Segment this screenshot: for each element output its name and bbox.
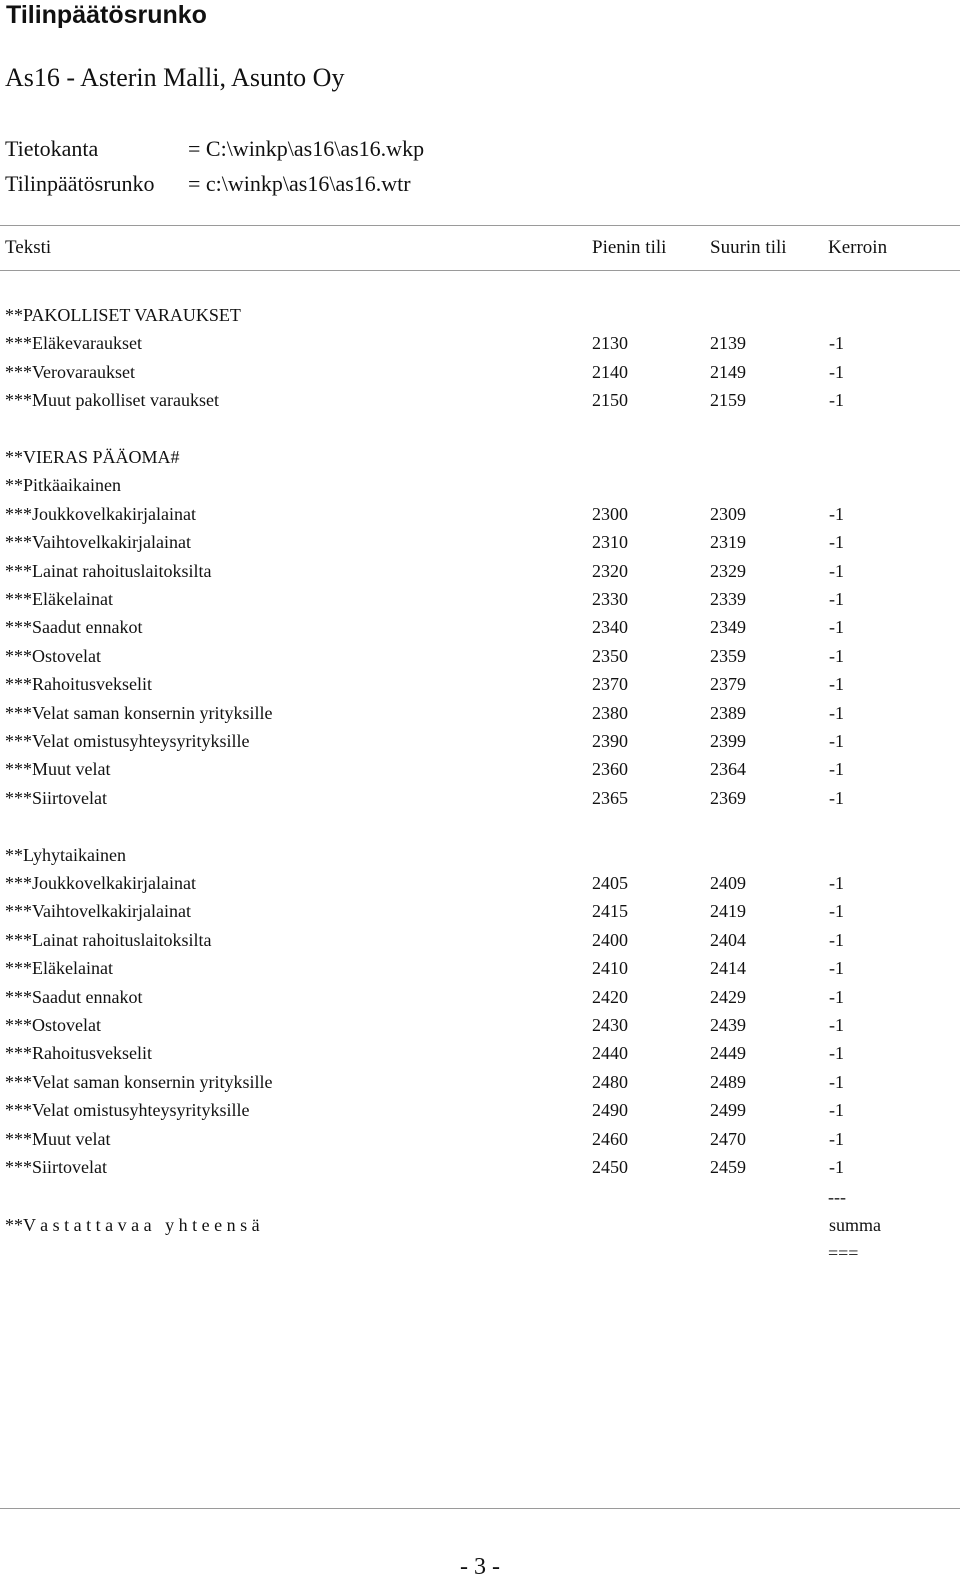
row-min-account: 2365: [592, 788, 628, 808]
section-heading: [0, 445, 960, 469]
row-max-account: 2499: [710, 1100, 746, 1120]
row-min-account: 2150: [592, 390, 628, 410]
row-factor: -1: [829, 390, 844, 410]
row-min-account: 2350: [592, 646, 628, 666]
row-text: ***Eläkevaraukset: [5, 333, 142, 353]
table-row: [0, 1127, 960, 1151]
row-max-account: 2319: [710, 532, 746, 552]
row-factor: -1: [829, 504, 844, 524]
row-text: ***Siirtovelat: [5, 1157, 107, 1177]
table-row: [0, 1098, 960, 1122]
table-row: [0, 786, 960, 810]
table-row: [0, 928, 960, 952]
row-max-account: 2309: [710, 504, 746, 524]
row-factor: -1: [829, 930, 844, 950]
section-heading: [0, 843, 960, 867]
row-text: ***Lainat rahoituslaitoksilta: [5, 930, 212, 950]
table-row: [0, 530, 960, 554]
section-heading-label: **Pitkäaikainen: [5, 475, 121, 495]
info-label: Tietokanta: [5, 136, 99, 161]
row-factor: -1: [829, 589, 844, 609]
row-min-account: 2130: [592, 333, 628, 353]
row-max-account: 2399: [710, 731, 746, 751]
row-min-account: 2400: [592, 930, 628, 950]
row-max-account: 2139: [710, 333, 746, 353]
row-min-account: 2140: [592, 362, 628, 382]
row-min-account: 2405: [592, 873, 628, 893]
row-text: ***Ostovelat: [5, 1015, 101, 1035]
table-row: [0, 871, 960, 895]
table-row: [0, 360, 960, 384]
row-text: ***Verovaraukset: [5, 362, 135, 382]
row-min-account: 2490: [592, 1100, 628, 1120]
table-row: [0, 559, 960, 583]
row-min-account: 2370: [592, 674, 628, 694]
row-text: ***Joukkovelkakirjalainat: [5, 873, 196, 893]
section-heading-label: **VIERAS PÄÄOMA#: [5, 447, 180, 467]
row-max-account: 2489: [710, 1072, 746, 1092]
section-heading: [0, 473, 960, 497]
row-text: ***Velat omistusyhteysyrityksille: [5, 1100, 250, 1120]
row-text: ***Saadut ennakot: [5, 617, 143, 637]
column-header-factor: Kerroin: [828, 237, 888, 258]
table-row: [0, 729, 960, 753]
page-number: - 3 -: [460, 1554, 500, 1580]
table-row: [0, 985, 960, 1009]
row-factor: -1: [829, 901, 844, 921]
table-row: [0, 388, 960, 412]
row-max-account: 2439: [710, 1015, 746, 1035]
row-min-account: 2410: [592, 958, 628, 978]
column-header-max: Suurin tili: [710, 237, 787, 258]
row-text: ***Rahoitusvekselit: [5, 674, 152, 694]
row-max-account: 2359: [710, 646, 746, 666]
row-max-account: 2349: [710, 617, 746, 637]
row-max-account: 2409: [710, 873, 746, 893]
row-factor: -1: [829, 731, 844, 751]
row-text: ***Saadut ennakot: [5, 987, 143, 1007]
company-name: As16 - Asterin Malli, Asunto Oy: [5, 63, 345, 92]
row-min-account: 2420: [592, 987, 628, 1007]
total-label: **V a s t a t t a v a a y h t e e n s ä: [5, 1215, 260, 1235]
row-factor: -1: [829, 362, 844, 382]
footer-rule: [0, 1508, 960, 1509]
info-template: [5, 170, 411, 198]
row-min-account: 2360: [592, 759, 628, 779]
row-max-account: 2414: [710, 958, 746, 978]
column-header-min: Pienin tili: [592, 237, 667, 258]
row-text: ***Vaihtovelkakirjalainat: [5, 532, 191, 552]
row-text: ***Muut pakolliset varaukset: [5, 390, 219, 410]
table-row: [0, 331, 960, 355]
row-factor: -1: [829, 333, 844, 353]
row-max-account: 2339: [710, 589, 746, 609]
row-factor: -1: [829, 788, 844, 808]
row-text: ***Ostovelat: [5, 646, 101, 666]
row-min-account: 2480: [592, 1072, 628, 1092]
row-text: ***Eläkelainat: [5, 589, 113, 609]
info-database: [5, 135, 424, 163]
row-max-account: 2389: [710, 703, 746, 723]
column-header-text: Teksti: [5, 237, 52, 258]
row-max-account: 2149: [710, 362, 746, 382]
row-text: ***Velat saman konsernin yrityksille: [5, 703, 273, 723]
total-equals: ===: [828, 1243, 859, 1263]
info-label: Tilinpäätösrunko: [5, 171, 155, 196]
row-max-account: 2159: [710, 390, 746, 410]
document-title: Tilinpäätösrunko: [6, 1, 207, 29]
row-max-account: 2329: [710, 561, 746, 581]
section-heading-label: **PAKOLLISET VARAUKSET: [5, 305, 241, 325]
row-max-account: 2364: [710, 759, 746, 779]
row-min-account: 2330: [592, 589, 628, 609]
row-max-account: 2459: [710, 1157, 746, 1177]
table-row: [0, 899, 960, 923]
row-factor: -1: [829, 1072, 844, 1092]
row-min-account: 2320: [592, 561, 628, 581]
table-row: [0, 615, 960, 639]
row-min-account: 2460: [592, 1129, 628, 1149]
row-text: ***Vaihtovelkakirjalainat: [5, 901, 191, 921]
row-text: ***Velat saman konsernin yrityksille: [5, 1072, 273, 1092]
row-factor: -1: [829, 532, 844, 552]
row-min-account: 2450: [592, 1157, 628, 1177]
row-min-account: 2415: [592, 901, 628, 921]
row-text: ***Rahoitusvekselit: [5, 1043, 152, 1063]
row-text: ***Muut velat: [5, 759, 111, 779]
row-text: ***Siirtovelat: [5, 788, 107, 808]
table-row: [0, 956, 960, 980]
row-max-account: 2404: [710, 930, 746, 950]
table-row: [0, 1155, 960, 1179]
row-text: ***Eläkelainat: [5, 958, 113, 978]
row-factor: -1: [829, 958, 844, 978]
row-text: ***Lainat rahoituslaitoksilta: [5, 561, 212, 581]
info-value: = c:\winkp\as16\as16.wtr: [188, 171, 411, 196]
table-row: [0, 587, 960, 611]
row-max-account: 2419: [710, 901, 746, 921]
section-heading-label: **Lyhytaikainen: [5, 845, 126, 865]
row-min-account: 2300: [592, 504, 628, 524]
row-min-account: 2310: [592, 532, 628, 552]
row-factor: -1: [829, 1100, 844, 1120]
total-row: [0, 1213, 960, 1237]
table-row: [0, 672, 960, 696]
row-factor: -1: [829, 1043, 844, 1063]
row-factor: -1: [829, 987, 844, 1007]
row-min-account: 2340: [592, 617, 628, 637]
table-row: [0, 1041, 960, 1065]
total-value: summa: [829, 1215, 881, 1235]
row-min-account: 2430: [592, 1015, 628, 1035]
row-factor: -1: [829, 646, 844, 666]
row-factor: -1: [829, 759, 844, 779]
row-min-account: 2440: [592, 1043, 628, 1063]
row-factor: -1: [829, 1129, 844, 1149]
row-factor: -1: [829, 617, 844, 637]
row-factor: -1: [829, 1157, 844, 1177]
row-text: ***Velat omistusyhteysyrityksille: [5, 731, 250, 751]
row-min-account: 2380: [592, 703, 628, 723]
header-bottom-rule: [0, 270, 960, 271]
row-factor: -1: [829, 674, 844, 694]
row-max-account: 2429: [710, 987, 746, 1007]
row-min-account: 2390: [592, 731, 628, 751]
row-max-account: 2369: [710, 788, 746, 808]
section-heading: [0, 303, 960, 327]
table-row: [0, 757, 960, 781]
row-factor: -1: [829, 561, 844, 581]
table-row: [0, 502, 960, 526]
table-row: [0, 701, 960, 725]
row-factor: -1: [829, 703, 844, 723]
row-max-account: 2449: [710, 1043, 746, 1063]
row-factor: -1: [829, 1015, 844, 1035]
header-top-rule: [0, 225, 960, 226]
table-row: [0, 1013, 960, 1037]
row-text: ***Muut velat: [5, 1129, 111, 1149]
table-row: [0, 1070, 960, 1094]
info-value: = C:\winkp\as16\as16.wkp: [188, 136, 425, 161]
row-max-account: 2379: [710, 674, 746, 694]
row-max-account: 2470: [710, 1129, 746, 1149]
row-factor: -1: [829, 873, 844, 893]
total-dashes: ---: [828, 1187, 846, 1207]
row-text: ***Joukkovelkakirjalainat: [5, 504, 196, 524]
table-row: [0, 644, 960, 668]
